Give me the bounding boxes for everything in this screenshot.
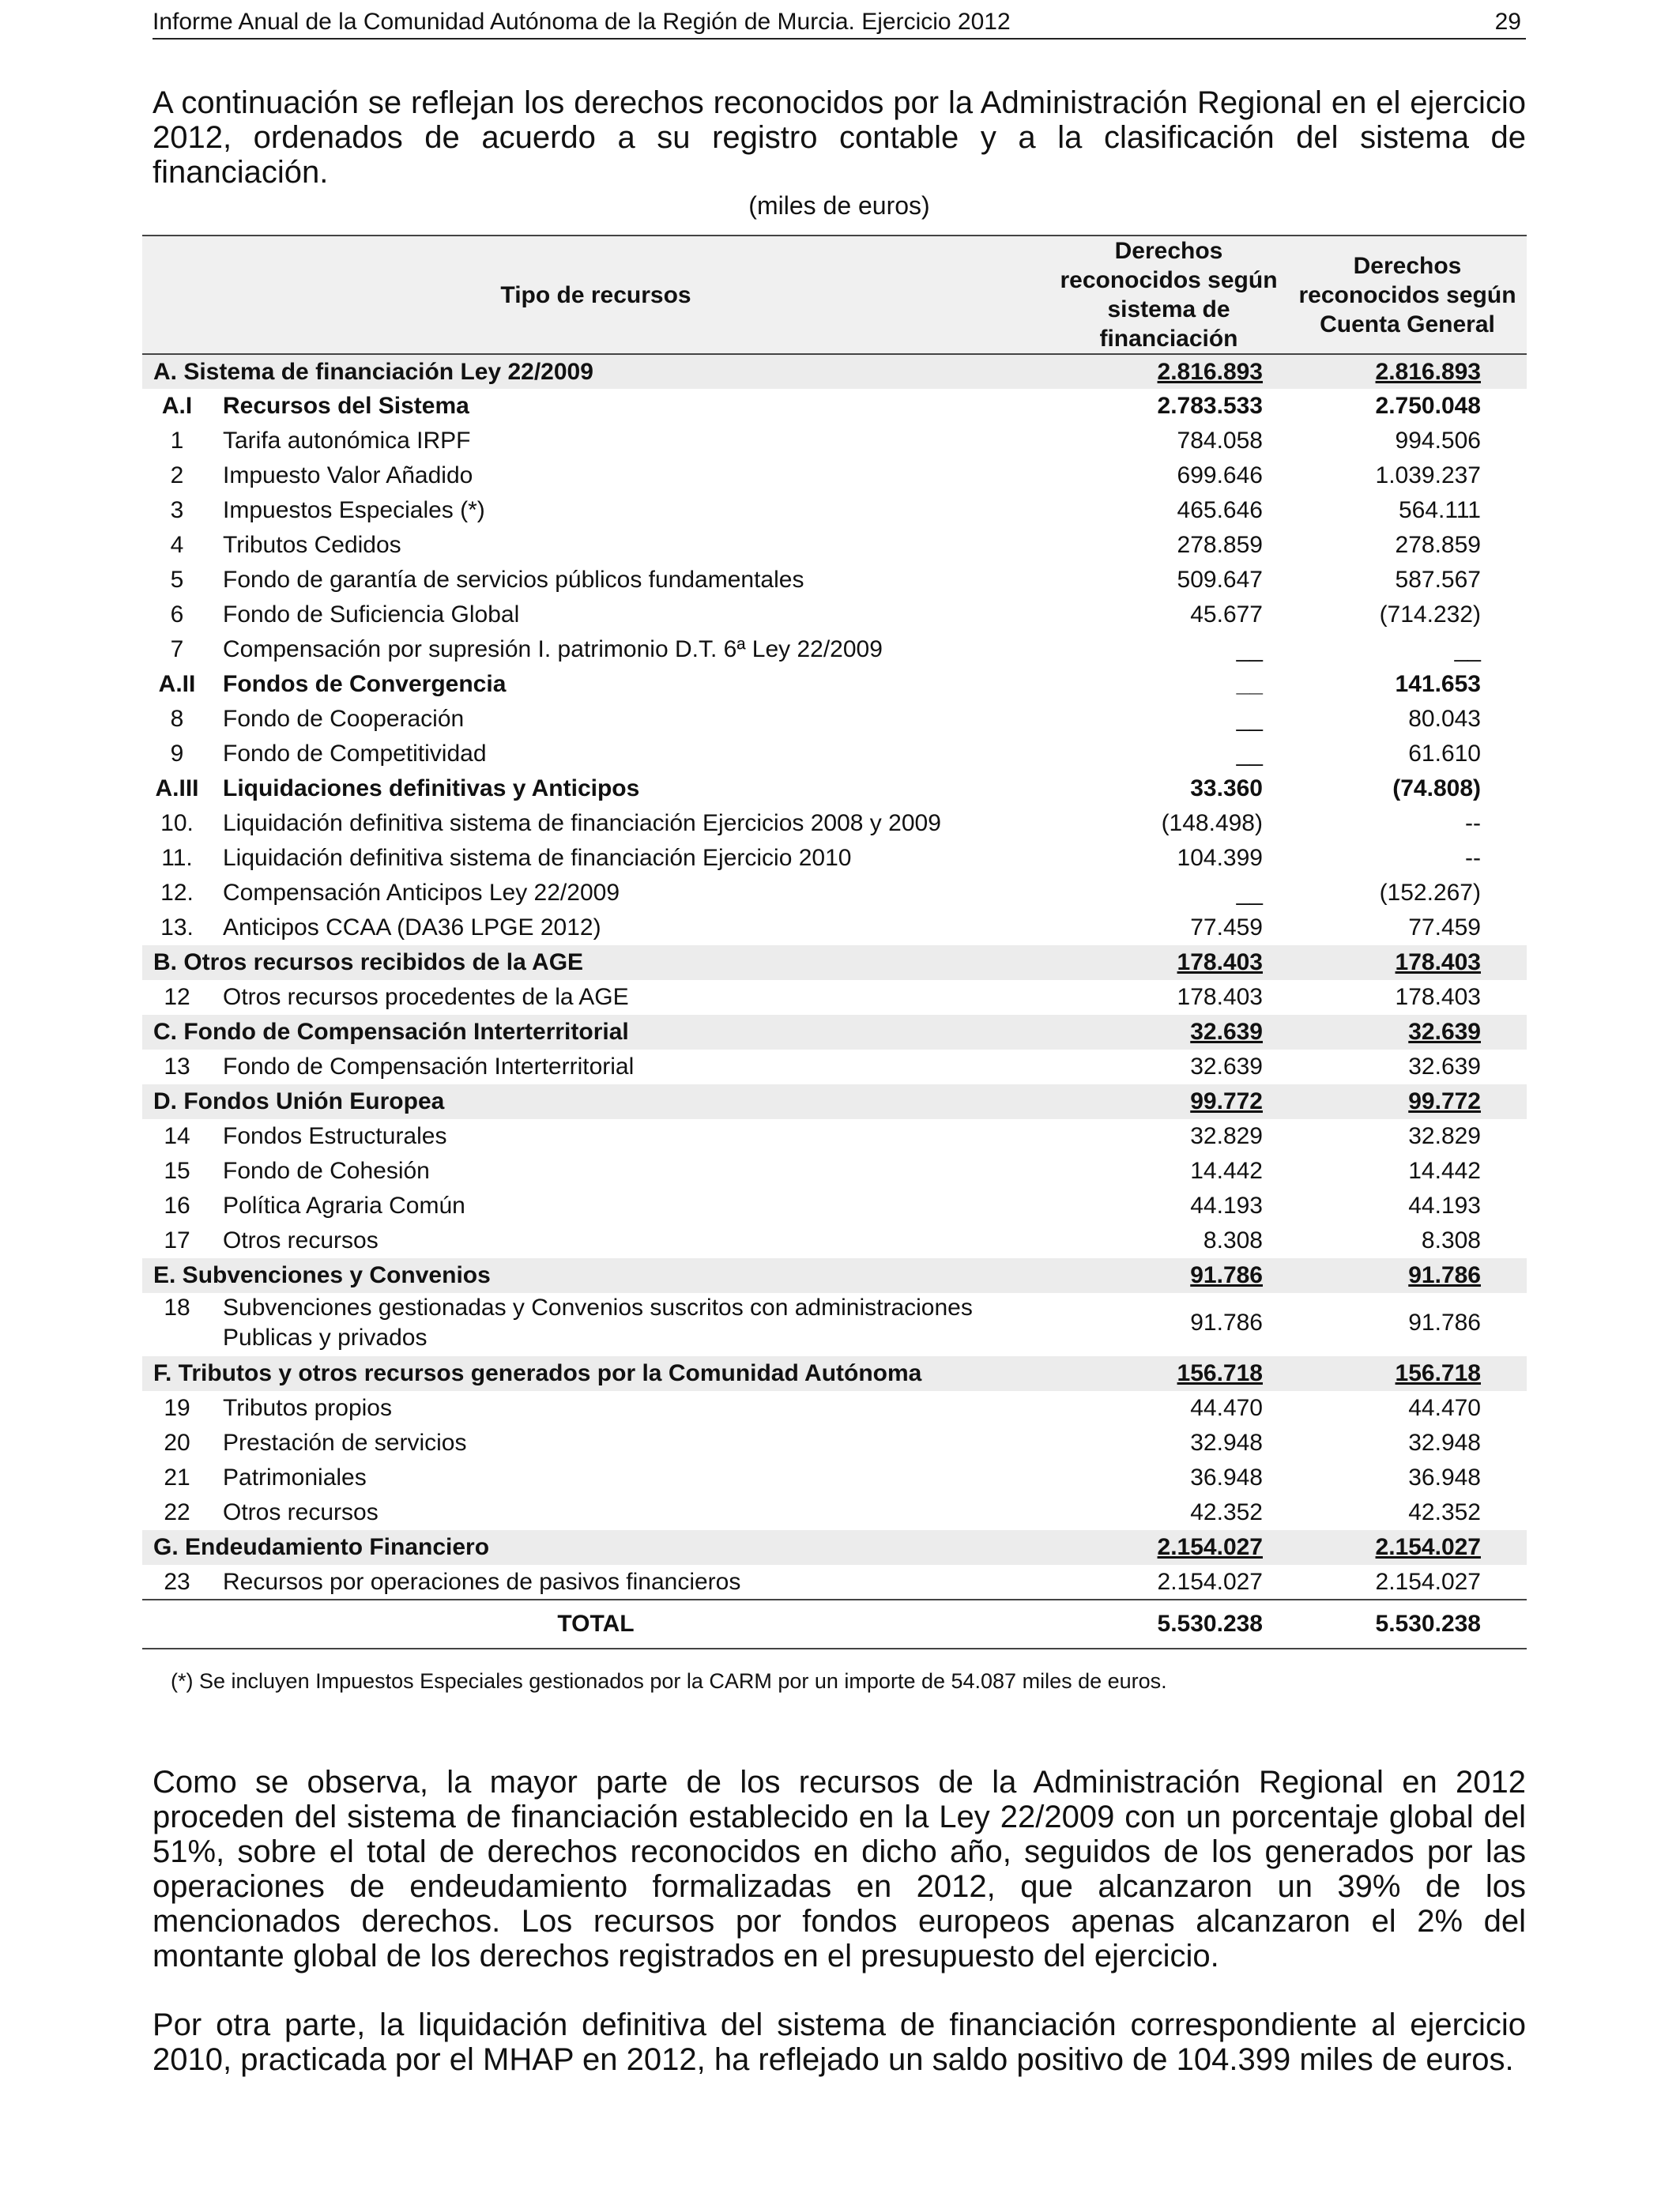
value-sistema: __ [1236, 671, 1263, 697]
section-row [142, 1015, 1527, 1050]
value-sistema [1049, 1356, 1288, 1391]
table-row [142, 1119, 1527, 1154]
value-sistema [1049, 1258, 1288, 1293]
value-sistema: 32.829 [1190, 1123, 1263, 1149]
table-row [142, 1189, 1527, 1223]
value-cuenta-general: 42.352 [1408, 1499, 1481, 1525]
units-caption: (miles de euros) [748, 191, 930, 220]
section-label: B. Otros recursos recibidos de la AGE [153, 949, 584, 975]
row-label: Prestación de servicios [223, 1430, 467, 1456]
row-label: Compensación Anticipos Ley 22/2009 [223, 880, 620, 906]
row-code: A.II [158, 671, 196, 697]
value-cuenta-general [1288, 354, 1527, 389]
value-cuenta-general: 32.829 [1408, 1123, 1481, 1149]
section-label: G. Endeudamiento Financiero [153, 1534, 490, 1560]
section-total-cuenta-general: 91.786 [1408, 1262, 1481, 1288]
value-cuenta-general: 44.193 [1408, 1193, 1481, 1219]
row-code: 12 [164, 984, 190, 1010]
value-sistema: 509.647 [1177, 567, 1263, 593]
row-label: Patrimoniales [223, 1465, 367, 1491]
value-sistema [1049, 1530, 1288, 1565]
value-sistema: 699.646 [1177, 462, 1263, 488]
table-row [142, 1050, 1527, 1084]
row-label: Fondo de Suficiencia Global [223, 601, 520, 628]
subsection-row [142, 771, 1527, 806]
header-derechos-sistema: Derechos reconocidos según sistema de financiación [1049, 236, 1288, 354]
section-total-cuenta-general: 2.816.893 [1375, 358, 1481, 385]
table-row [142, 1461, 1527, 1495]
section-total-sistema: 156.718 [1177, 1360, 1263, 1386]
section-total-cuenta-general: 2.154.027 [1375, 1534, 1481, 1560]
value-cuenta-general: 91.786 [1408, 1310, 1481, 1336]
value-sistema: 32.639 [1190, 1054, 1263, 1080]
row-code: 15 [164, 1158, 190, 1184]
table-row [142, 1154, 1527, 1189]
row-label: Política Agraria Común [223, 1193, 465, 1219]
value-sistema: 45.677 [1190, 601, 1263, 628]
section-label: F. Tributos y otros recursos generados por la Comunidad Autónoma [153, 1360, 922, 1386]
row-code: 10. [160, 810, 194, 836]
row-code: 1 [170, 428, 184, 454]
page-number: 29 [1494, 9, 1521, 35]
row-code: 3 [170, 497, 184, 523]
section-total-sistema: 2.816.893 [1157, 358, 1263, 385]
row-code: 20 [164, 1430, 190, 1456]
observation-paragraph: Como se observa, la mayor parte de los recursos de la Administración Regional en 2012 proceden del sistema de financiación establecido en la Ley 22/2009 con un porcentaje global del 51%, sobre el total de derechos reconocidos en dicho año, seguidos de los generados por las operaciones de endeudamiento formalizadas en 2012, que alcanzaron un 39% de los mencionados derechos. Los recursos por fondos europeos apenas alcanzaron el 2% del montante global de los derechos registrados en el presupuesto del ejercicio. [153, 1765, 1526, 1973]
value-sistema: 36.948 [1190, 1465, 1263, 1491]
value-cuenta-general: -- [1465, 810, 1481, 836]
table-row [142, 563, 1527, 598]
table-row [142, 1223, 1527, 1258]
row-code: 9 [170, 741, 184, 767]
value-cuenta-general: 178.403 [1395, 984, 1481, 1010]
value-cuenta-general: (74.808) [1392, 775, 1481, 801]
table-row [142, 458, 1527, 493]
header-derechos-cuenta-general: Derechos reconocidos según Cuenta General [1288, 236, 1527, 354]
value-sistema: 104.399 [1177, 845, 1263, 871]
row-code: 6 [170, 601, 184, 628]
value-sistema [1049, 945, 1288, 980]
table-row [142, 632, 1527, 667]
value-sistema: 44.193 [1190, 1193, 1263, 1219]
row-label: Fondos de Convergencia [223, 671, 507, 697]
table-row [142, 1391, 1527, 1426]
value-cuenta-general [1288, 1015, 1527, 1050]
row-code: 22 [164, 1499, 190, 1525]
intro-paragraph: A continuación se reflejan los derechos reconocidos por la Administración Regional en el ejercicio 2012, ordenados de acuerdo a su registro contable y a la clasificación del sistema de financiación. [153, 85, 1526, 190]
value-sistema: 77.459 [1190, 914, 1263, 941]
value-cuenta-general: (152.267) [1379, 880, 1481, 906]
value-cuenta-general: 8.308 [1421, 1227, 1481, 1253]
row-label: Impuestos Especiales (*) [223, 497, 485, 523]
row-code: A.III [155, 775, 199, 801]
value-sistema: __ [1236, 741, 1263, 767]
total-cuenta-general: 5.530.238 [1375, 1611, 1481, 1637]
section-row [142, 1530, 1527, 1565]
value-cuenta-general [1288, 1084, 1527, 1119]
row-label: Fondo de garantía de servicios públicos fundamentales [223, 567, 804, 593]
value-cuenta-general [1288, 1356, 1527, 1391]
value-sistema [1049, 354, 1288, 389]
value-cuenta-general: 80.043 [1408, 706, 1481, 732]
value-sistema: 14.442 [1190, 1158, 1263, 1184]
section-row [142, 1258, 1527, 1293]
row-code: 7 [170, 636, 184, 662]
row-code: 21 [164, 1465, 190, 1491]
value-sistema: (148.498) [1161, 810, 1263, 836]
value-sistema [1049, 1084, 1288, 1119]
value-cuenta-general: 278.859 [1395, 532, 1481, 558]
row-code: 8 [170, 706, 184, 732]
table-footnote: (*) Se incluyen Impuestos Especiales gestionados por la CARM por un importe de 54.087 miles de euros. [171, 1669, 1167, 1693]
table-row [142, 737, 1527, 771]
table-row [142, 1426, 1527, 1461]
total-row [142, 1600, 1527, 1649]
value-cuenta-general: 2.154.027 [1375, 1568, 1481, 1595]
row-code: 17 [164, 1227, 190, 1253]
value-sistema: 2.154.027 [1157, 1568, 1263, 1595]
table-row [142, 1293, 1527, 1356]
value-sistema: 33.360 [1190, 775, 1263, 801]
subsection-row [142, 389, 1527, 424]
row-label: Tributos Cedidos [223, 532, 401, 558]
header-tipo-recursos: Tipo de recursos [142, 236, 1049, 354]
value-cuenta-general: 61.610 [1408, 741, 1481, 767]
section-total-cuenta-general: 178.403 [1395, 949, 1481, 975]
section-total-sistema: 91.786 [1190, 1262, 1263, 1288]
value-cuenta-general: 1.039.237 [1375, 462, 1481, 488]
value-cuenta-general: 141.653 [1395, 671, 1481, 697]
liquidation-paragraph: Por otra parte, la liquidación definitiva del sistema de financiación correspondiente al ejercicio 2010, practicada por el MHAP en 2012, ha reflejado un saldo positivo de 104.399 miles de euros. [153, 2007, 1526, 2077]
row-label: Fondo de Cohesión [223, 1158, 430, 1184]
value-cuenta-general: -- [1465, 845, 1481, 871]
value-cuenta-general: __ [1454, 636, 1481, 662]
value-sistema: 784.058 [1177, 428, 1263, 454]
row-code: 4 [170, 532, 184, 558]
section-total-cuenta-general: 99.772 [1408, 1088, 1481, 1114]
value-cuenta-general [1288, 945, 1527, 980]
row-label: Tarifa autonómica IRPF [223, 428, 471, 454]
total-label: TOTAL [557, 1611, 635, 1637]
value-cuenta-general: 587.567 [1395, 567, 1481, 593]
row-code: 11. [161, 845, 193, 871]
value-sistema: 91.786 [1190, 1310, 1263, 1336]
row-label: Fondo de Compensación Interterritorial [223, 1054, 635, 1080]
value-sistema: 178.403 [1177, 984, 1263, 1010]
section-label: C. Fondo de Compensación Interterritorial [153, 1019, 629, 1045]
value-sistema: 42.352 [1190, 1499, 1263, 1525]
row-code: 13 [164, 1054, 190, 1080]
value-sistema: 278.859 [1177, 532, 1263, 558]
row-code: 12. [160, 880, 194, 906]
section-total-sistema: 32.639 [1190, 1019, 1263, 1045]
row-code: 16 [164, 1193, 190, 1219]
table-header-row [142, 236, 1527, 354]
table-row [142, 493, 1527, 528]
value-cuenta-general: 564.111 [1399, 497, 1481, 523]
section-label: A. Sistema de financiación Ley 22/2009 [153, 358, 593, 385]
value-sistema: 465.646 [1177, 497, 1263, 523]
row-label: Fondo de Cooperación [223, 706, 465, 732]
row-label: Recursos por operaciones de pasivos financieros [223, 1568, 741, 1595]
row-label: Fondo de Competitividad [223, 741, 487, 767]
value-cuenta-general: 14.442 [1408, 1158, 1481, 1184]
table-row [142, 806, 1527, 841]
row-label: Liquidación definitiva sistema de financiación Ejercicios 2008 y 2009 [223, 810, 941, 836]
value-sistema: __ [1236, 636, 1263, 662]
row-label: Fondos Estructurales [223, 1123, 447, 1149]
value-sistema: 44.470 [1190, 1395, 1263, 1421]
row-label: Compensación por supresión I. patrimonio D.T. 6ª Ley 22/2009 [223, 636, 883, 662]
row-code: 19 [164, 1395, 190, 1421]
table-row [142, 702, 1527, 737]
section-total-sistema: 178.403 [1177, 949, 1263, 975]
row-label: Anticipos CCAA (DA36 LPGE 2012) [223, 914, 601, 941]
row-code: 18 [164, 1295, 190, 1321]
value-cuenta-general: 32.639 [1408, 1054, 1481, 1080]
section-row [142, 1356, 1527, 1391]
section-row [142, 1084, 1527, 1119]
value-cuenta-general: 994.506 [1395, 428, 1481, 454]
row-code: A.I [161, 393, 193, 419]
row-code: 14 [164, 1123, 190, 1149]
row-code: 5 [170, 567, 184, 593]
value-sistema: __ [1236, 880, 1263, 906]
row-label: Otros recursos [223, 1227, 379, 1253]
table-row [142, 424, 1527, 458]
value-sistema: 8.308 [1203, 1227, 1263, 1253]
table-row [142, 910, 1527, 945]
value-cuenta-general: 44.470 [1408, 1395, 1481, 1421]
section-row [142, 354, 1527, 389]
section-row [142, 945, 1527, 980]
header-title: Informe Anual de la Comunidad Autónoma de la Región de Murcia. Ejercicio 2012 [153, 9, 1011, 35]
row-label: Recursos del Sistema [223, 393, 469, 419]
value-cuenta-general: 2.750.048 [1375, 393, 1481, 419]
row-code: 23 [164, 1568, 190, 1595]
row-label: Tributos propios [223, 1395, 392, 1421]
row-label: Liquidaciones definitivas y Anticipos [223, 775, 640, 801]
section-label: D. Fondos Unión Europea [153, 1088, 445, 1114]
page-header [153, 6, 1526, 40]
table-row [142, 980, 1527, 1015]
section-total-sistema: 99.772 [1190, 1088, 1263, 1114]
value-cuenta-general: 36.948 [1408, 1465, 1481, 1491]
value-sistema: __ [1236, 706, 1263, 732]
row-code: 13. [160, 914, 194, 941]
total-sistema: 5.530.238 [1157, 1611, 1263, 1637]
row-label: Subvenciones gestionadas y Convenios suscritos con administraciones Publicas y privados [223, 1295, 973, 1351]
row-label: Otros recursos [223, 1499, 379, 1525]
value-cuenta-general: 77.459 [1408, 914, 1481, 941]
financing-table [142, 235, 1527, 1649]
value-cuenta-general: (714.232) [1379, 601, 1481, 628]
table-row [142, 528, 1527, 563]
row-label: Impuesto Valor Añadido [223, 462, 473, 488]
value-cuenta-general [1288, 1530, 1527, 1565]
table-row [142, 1495, 1527, 1530]
section-total-cuenta-general: 32.639 [1408, 1019, 1481, 1045]
value-sistema: 32.948 [1190, 1430, 1263, 1456]
value-cuenta-general: 32.948 [1408, 1430, 1481, 1456]
table-row [142, 841, 1527, 876]
value-cuenta-general [1288, 1258, 1527, 1293]
table-row [142, 876, 1527, 910]
row-code: 2 [170, 462, 184, 488]
section-label: E. Subvenciones y Convenios [153, 1262, 491, 1288]
subsection-row [142, 667, 1527, 702]
table-row [142, 598, 1527, 632]
row-label: Liquidación definitiva sistema de financiación Ejercicio 2010 [223, 845, 852, 871]
section-total-sistema: 2.154.027 [1157, 1534, 1263, 1560]
financing-table-wrapper [142, 235, 1516, 1649]
table-row [142, 1565, 1527, 1600]
row-label: Otros recursos procedentes de la AGE [223, 984, 629, 1010]
value-sistema [1049, 1015, 1288, 1050]
section-total-cuenta-general: 156.718 [1395, 1360, 1481, 1386]
value-sistema: 2.783.533 [1157, 393, 1263, 419]
